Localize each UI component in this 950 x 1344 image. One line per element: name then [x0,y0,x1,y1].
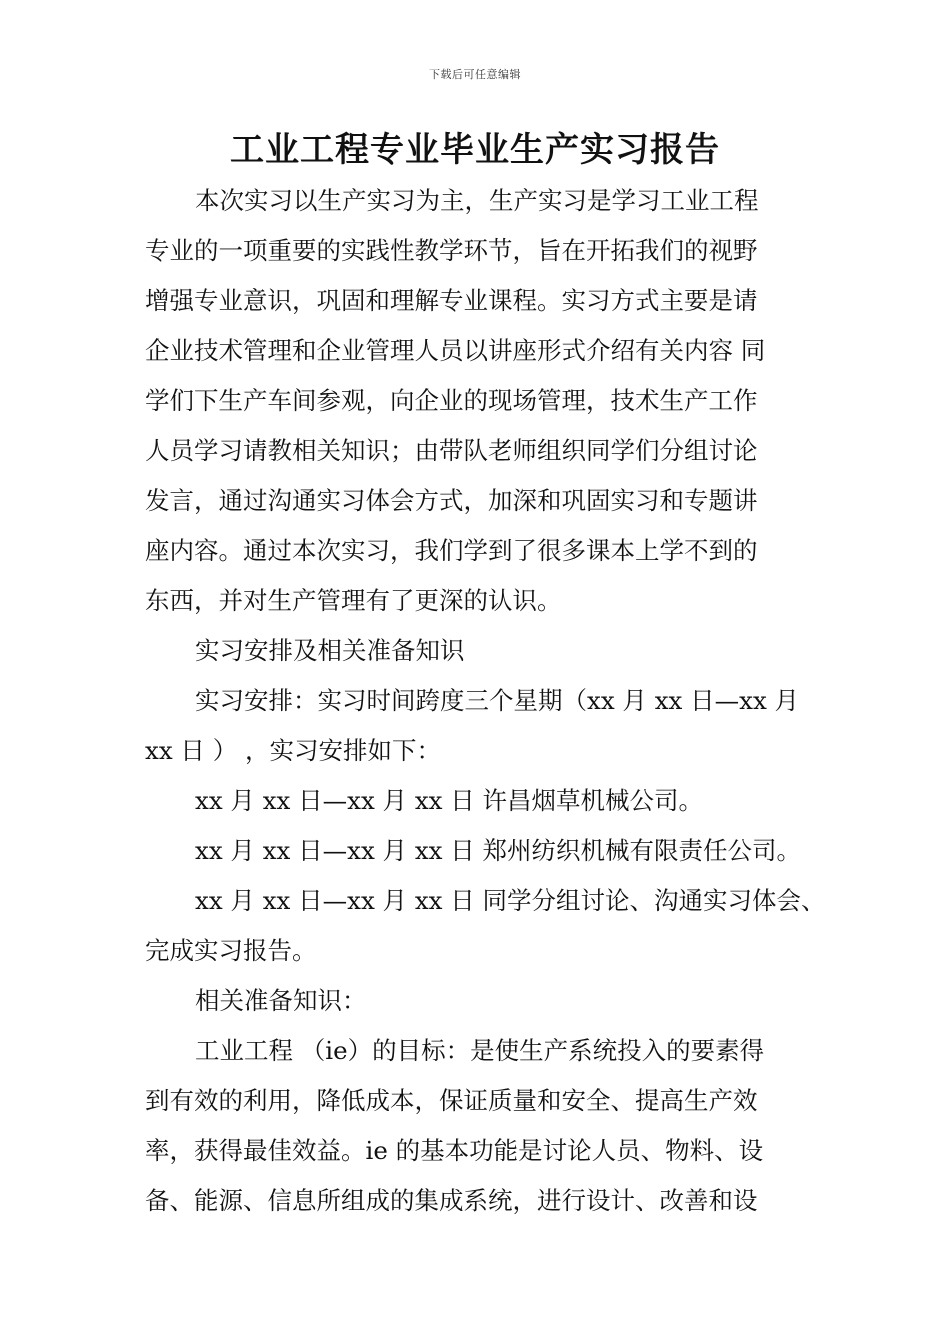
document-title: 工业工程专业毕业生产实习报告 [230,130,720,170]
text-line: xx 月 xx 日—xx 月 xx 日 郑州纺织机械有限责任公司。 [195,836,802,865]
text-line: 实习安排及相关准备知识 [195,636,465,665]
ie-paragraph [145,1026,820,1226]
text-line: 座内容。通过本次实习，我们学到了很多课本上学不到的 [145,536,758,565]
text-line: 实习安排：实习时间跨度三个星期（xx 月 xx 日—xx 月 [195,686,800,715]
text-line: xx 月 xx 日—xx 月 xx 日 同学分组讨论、沟通实习体会、 [195,886,826,915]
intro-paragraph [145,176,820,626]
header-note: 下载后可任意编辑 [429,68,521,81]
text-line: 相关准备知识： [195,986,367,1015]
text-line: 发言，通过沟通实习体会方式，加深和巩固实习和专题讲 [145,486,758,515]
text-line: 到有效的利用，降低成本，保证质量和安全、提高生产效 [145,1086,758,1115]
text-line: 人员学习请教相关知识；由带队老师组织同学们分组讨论 [145,436,758,465]
schedule-item [145,826,820,876]
text-line: xx 月 xx 日—xx 月 xx 日 许昌烟草机械公司。 [195,786,704,815]
text-line: 工业工程 （ie）的目标：是使生产系统投入的要素得 [195,1036,765,1065]
text-line: 增强专业意识，巩固和理解专业课程。实习方式主要是请 [145,286,758,315]
text-line: 企业技术管理和企业管理人员以讲座形式介绍有关内容 同 [145,336,766,365]
text-line: 完成实习报告。 [145,936,317,965]
text-line: xx 日 ） ，实习安排如下： [145,736,441,765]
text-line: 东西，并对生产管理有了更深的认识。 [145,586,562,615]
section-heading [145,626,820,676]
schedule-item [145,876,826,976]
schedule-item [145,776,820,826]
schedule-paragraph [145,676,820,776]
text-line: 学们下生产车间参观，向企业的现场管理，技术生产工作 [145,386,758,415]
text-line: 备、能源、信息所组成的集成系统，进行设计、改善和设 [145,1186,758,1215]
text-line: 率，获得最佳效益。ie 的基本功能是讨论人员、物料、设 [145,1136,764,1165]
text-line: 本次实习以生产实习为主，生产实习是学习工业工程 [195,186,759,215]
prep-heading [145,976,820,1026]
text-line: 专业的一项重要的实践性教学环节，旨在开拓我们的视野 [145,236,758,265]
document-body [145,176,826,1226]
